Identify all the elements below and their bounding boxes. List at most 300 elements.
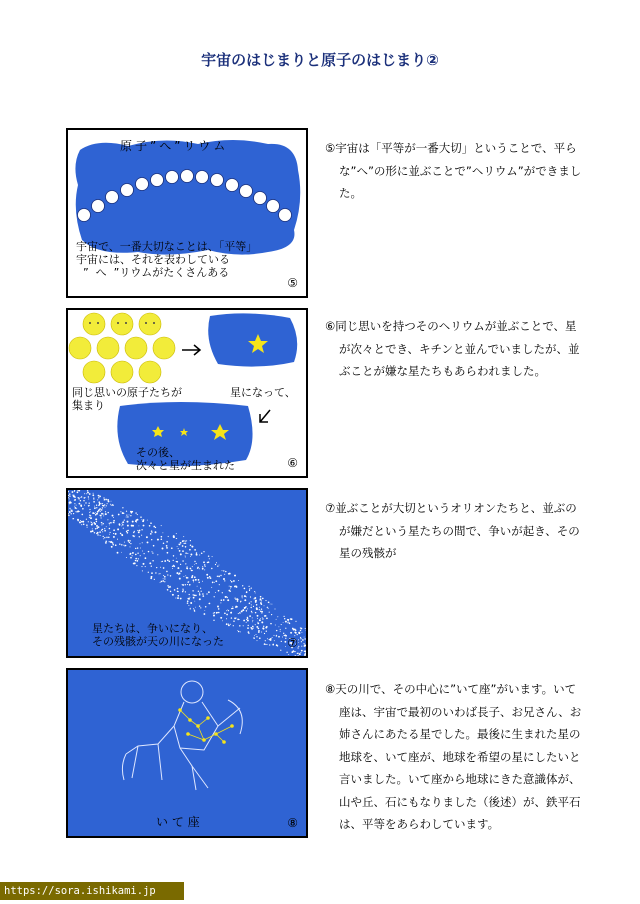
milky-way-speck: [106, 526, 107, 527]
milky-way-speck: [277, 616, 278, 617]
milky-way-speck: [260, 611, 262, 613]
panel-7-text: ⑦並ぶことが大切というオリオンたちと、並ぶのが嫌だという星たちの間で、争いが起き、その星の残骸が: [325, 501, 580, 560]
milky-way-speck: [187, 602, 189, 604]
milky-way-speck: [78, 520, 79, 521]
milky-way-speck: [256, 636, 257, 637]
milky-way-speck: [117, 539, 118, 540]
milky-way-speck: [88, 505, 90, 507]
milky-way-speck: [94, 523, 96, 525]
milky-way-speck: [100, 511, 101, 512]
milky-way-speck: [283, 633, 284, 634]
milky-way-speck: [249, 588, 250, 589]
milky-way-speck: [183, 576, 184, 577]
milky-way-speck: [301, 632, 302, 633]
milky-way-speck: [143, 563, 145, 565]
milky-way-speck: [141, 566, 142, 567]
milky-way-speck: [216, 612, 218, 614]
milky-way-speck: [153, 545, 155, 547]
milky-way-speck: [290, 632, 292, 634]
milky-way-speck: [115, 544, 117, 546]
milky-way-speck: [137, 514, 138, 515]
milky-way-speck: [251, 612, 252, 613]
milky-way-speck: [96, 507, 97, 508]
milky-way-speck: [274, 640, 275, 641]
milky-way-speck: [300, 638, 301, 639]
milky-way-speck: [213, 620, 214, 621]
milky-way-speck: [177, 591, 179, 593]
milky-way-speck: [201, 591, 202, 592]
milky-way-speck: [200, 588, 201, 589]
milky-way-speck: [169, 561, 171, 563]
milky-way-speck: [89, 493, 91, 495]
milky-way-speck: [187, 577, 188, 578]
milky-way-speck: [179, 578, 181, 580]
milky-way-speck: [135, 512, 136, 513]
milky-way-speck: [264, 605, 265, 606]
milky-way-speck: [117, 552, 119, 554]
milky-way-speck: [192, 590, 193, 591]
milky-way-speck: [82, 508, 84, 510]
milky-way-speck: [97, 499, 98, 500]
milky-way-speck: [202, 593, 204, 595]
panel-6-caption-bottom: その後、 次々と星が生まれた: [136, 446, 235, 472]
milky-way-speck: [107, 503, 108, 504]
milky-way-speck: [170, 575, 171, 576]
milky-way-speck: [98, 497, 99, 498]
milky-way-speck: [138, 558, 139, 559]
milky-way-speck: [94, 532, 95, 533]
milky-way-speck: [234, 586, 235, 587]
milky-way-speck: [178, 595, 180, 597]
milky-way-speck: [252, 617, 253, 618]
milky-way-speck: [87, 527, 88, 528]
milky-way-speck: [128, 540, 130, 542]
milky-way-speck: [229, 586, 230, 587]
milky-way-speck: [283, 622, 284, 623]
milky-way-speck: [258, 631, 260, 633]
milky-way-speck: [196, 554, 198, 556]
milky-way-speck: [284, 641, 286, 643]
milky-way-speck: [190, 608, 191, 609]
milky-way-speck: [102, 503, 103, 504]
milky-way-speck: [222, 592, 223, 593]
milky-way-speck: [304, 643, 305, 644]
milky-way-speck: [113, 520, 115, 522]
milky-way-speck: [88, 496, 89, 497]
panel-8-description: [325, 678, 587, 836]
panel-8-caption: い て 座: [156, 815, 200, 829]
milky-way-speck: [263, 626, 264, 627]
milky-way-speck: [108, 537, 109, 538]
milky-way-speck: [206, 574, 208, 576]
milky-way-speck: [193, 579, 195, 581]
milky-way-speck: [232, 606, 233, 607]
milky-way-speck: [250, 607, 251, 608]
milky-way-speck: [132, 555, 133, 556]
milky-way-speck: [299, 653, 301, 655]
milky-way-speck: [285, 646, 286, 647]
milky-way-speck: [246, 610, 247, 611]
milky-way-speck: [187, 553, 188, 554]
milky-way-speck: [123, 545, 124, 546]
milky-way-speck: [88, 499, 89, 500]
milky-way-speck: [220, 602, 221, 603]
milky-way-speck: [103, 513, 104, 514]
milky-way-speck: [93, 499, 94, 500]
milky-way-speck: [166, 541, 168, 543]
milky-way-speck: [190, 545, 192, 547]
milky-way-speck: [190, 554, 192, 556]
milky-way-speck: [257, 640, 258, 641]
milky-way-speck: [198, 582, 199, 583]
milky-way-speck: [195, 595, 197, 597]
milky-way-speck: [281, 641, 282, 642]
milky-way-speck: [275, 625, 276, 626]
milky-way-speck: [231, 581, 233, 583]
panel-5-caption-top: 原子”へ”リウム: [120, 139, 229, 153]
milky-way-speck: [135, 560, 136, 561]
milky-way-speck: [92, 530, 94, 532]
milky-way-speck: [95, 514, 97, 516]
milky-way-speck: [129, 542, 130, 543]
milky-way-speck: [143, 525, 145, 527]
milky-way-speck: [125, 545, 127, 547]
milky-way-speck: [159, 573, 160, 574]
milky-way-speck: [148, 572, 149, 573]
milky-way-speck: [150, 533, 152, 535]
milky-way-speck: [105, 507, 106, 508]
milky-way-speck: [83, 524, 85, 526]
milky-way-speck: [74, 491, 75, 492]
milky-way-speck: [137, 530, 138, 531]
milky-way-speck: [92, 528, 93, 529]
milky-way-speck: [235, 606, 237, 608]
milky-way-speck: [251, 628, 253, 630]
milky-way-speck: [261, 611, 262, 612]
milky-way-speck: [193, 581, 194, 582]
milky-way-speck: [238, 580, 239, 581]
milky-way-speck: [88, 521, 89, 522]
milky-way-speck: [71, 510, 73, 512]
milky-way-speck: [215, 564, 216, 565]
milky-way-speck: [217, 566, 218, 567]
milky-way-speck: [260, 618, 261, 619]
milky-way-speck: [166, 547, 168, 549]
milky-way-speck: [194, 610, 195, 611]
milky-way-speck: [93, 501, 95, 503]
milky-way-speck: [163, 578, 164, 579]
milky-way-speck: [131, 512, 132, 513]
milky-way-speck: [247, 620, 249, 622]
milky-way-speck: [225, 571, 226, 572]
milky-way-speck: [161, 539, 163, 541]
milky-way-speck: [259, 637, 261, 639]
milky-way-speck: [301, 641, 302, 642]
milky-way-speck: [242, 609, 244, 611]
milky-way-speck: [142, 551, 143, 552]
milky-way-speck: [184, 543, 185, 544]
milky-way-speck: [137, 552, 138, 553]
milky-way-speck: [213, 613, 214, 614]
milky-way-speck: [295, 655, 296, 656]
milky-way-speck: [182, 550, 184, 552]
milky-way-speck: [139, 536, 140, 537]
milky-way-speck: [173, 560, 174, 561]
milky-way-speck: [243, 625, 244, 626]
milky-way-speck: [104, 530, 106, 532]
milky-way-speck: [164, 576, 166, 578]
milky-way-speck: [230, 586, 232, 588]
milky-way-speck: [161, 561, 162, 562]
milky-way-speck: [199, 555, 200, 556]
milky-way-speck: [126, 515, 127, 516]
milky-way-speck: [104, 500, 105, 501]
milky-way-speck: [286, 652, 287, 653]
milky-way-speck: [127, 521, 129, 523]
milky-way-speck: [282, 637, 283, 638]
milky-way-speck: [110, 504, 111, 505]
milky-way-speck: [233, 620, 235, 622]
milky-way-speck: [130, 543, 131, 544]
milky-way-speck: [79, 503, 81, 505]
milky-way-speck: [102, 531, 103, 532]
milky-way-speck: [264, 633, 265, 634]
milky-way-speck: [216, 562, 217, 563]
milky-way-speck: [261, 612, 262, 613]
milky-way-speck: [256, 634, 257, 635]
milky-way-speck: [70, 509, 71, 510]
milky-way-speck: [294, 632, 296, 634]
milky-way-speck: [248, 586, 249, 587]
milky-way-speck: [265, 644, 266, 645]
milky-way-speck: [215, 592, 216, 593]
milky-way-speck: [174, 589, 176, 591]
milky-way-speck: [102, 529, 103, 530]
milky-way-speck: [195, 607, 196, 608]
milky-way-speck: [203, 561, 205, 563]
milky-way-speck: [104, 537, 105, 538]
milky-way-speck: [127, 516, 128, 517]
milky-way-speck: [300, 637, 301, 638]
milky-way-speck: [140, 543, 141, 544]
milky-way-speck: [261, 631, 262, 632]
milky-way-speck: [68, 497, 69, 498]
milky-way-speck: [168, 586, 170, 588]
milky-way-speck: [152, 552, 153, 553]
milky-way-speck: [157, 554, 158, 555]
milky-way-speck: [194, 595, 196, 597]
milky-way-speck: [253, 628, 254, 629]
milky-way-speck: [212, 582, 213, 583]
milky-way-speck: [257, 618, 258, 619]
milky-way-speck: [237, 599, 239, 601]
milky-way-speck: [192, 566, 193, 567]
milky-way-speck: [182, 540, 184, 542]
milky-way-speck: [302, 639, 304, 641]
milky-way-speck: [135, 536, 136, 537]
milky-way-speck: [130, 546, 131, 547]
milky-way-speck: [249, 590, 250, 591]
milky-way-speck: [215, 580, 217, 582]
milky-way-speck: [173, 565, 175, 567]
panel-number: ⑥: [287, 456, 298, 470]
milky-way-speck: [230, 588, 231, 589]
milky-way-speck: [257, 623, 259, 625]
milky-way-speck: [189, 594, 190, 595]
milky-way-speck: [172, 566, 173, 567]
milky-way-speck: [167, 589, 169, 591]
milky-way-speck: [161, 525, 162, 526]
milky-way-speck: [107, 519, 108, 520]
milky-way-speck: [98, 495, 100, 497]
milky-way-speck: [163, 567, 165, 569]
milky-way-speck: [226, 618, 227, 619]
milky-way-speck: [149, 562, 151, 564]
milky-way-speck: [304, 645, 306, 647]
milky-way-speck: [304, 637, 305, 638]
milky-way-speck: [180, 598, 181, 599]
panel-number: ⑧: [287, 816, 298, 830]
milky-way-speck: [92, 494, 94, 496]
milky-way-speck: [155, 572, 156, 573]
milky-way-speck: [233, 625, 234, 626]
milky-way-speck: [120, 533, 122, 535]
milky-way-speck: [80, 520, 81, 521]
milky-way-speck: [247, 608, 248, 609]
milky-way-speck: [93, 493, 94, 494]
milky-way-speck: [87, 492, 89, 494]
milky-way-speck: [69, 508, 70, 509]
milky-way-speck: [210, 577, 212, 579]
milky-way-speck: [95, 528, 96, 529]
milky-way-speck: [185, 563, 186, 564]
milky-way-speck: [262, 618, 263, 619]
milky-way-speck: [148, 551, 149, 552]
milky-way-speck: [193, 597, 195, 599]
milky-way-speck: [155, 527, 156, 528]
milky-way-speck: [94, 506, 95, 507]
milky-way-speck: [202, 566, 203, 567]
milky-way-speck: [298, 632, 300, 634]
milky-way-speck: [246, 622, 247, 623]
milky-way-speck: [230, 624, 231, 625]
panel-6: [66, 308, 308, 478]
milky-way-speck: [103, 515, 104, 516]
milky-way-speck: [284, 635, 285, 636]
milky-way-speck: [255, 624, 256, 625]
milky-way-speck: [68, 491, 69, 493]
milky-way-speck: [108, 500, 110, 502]
milky-way-speck: [109, 524, 110, 525]
milky-way-speck: [243, 620, 245, 622]
milky-way-speck: [273, 635, 274, 636]
milky-way-speck: [81, 496, 82, 497]
milky-way-speck: [80, 504, 82, 506]
milky-way-speck: [222, 570, 223, 571]
milky-way-speck: [233, 580, 235, 582]
milky-way-speck: [121, 523, 122, 524]
milky-way-speck: [277, 645, 278, 646]
milky-way-speck: [203, 613, 205, 615]
milky-way-speck: [87, 490, 88, 491]
milky-way-speck: [124, 519, 125, 520]
milky-way-speck: [238, 631, 239, 632]
site-url-footer[interactable]: https://sora.ishikami.jp: [0, 882, 184, 900]
milky-way-speck: [213, 615, 215, 617]
milky-way-speck: [86, 519, 87, 520]
milky-way-speck: [98, 501, 100, 503]
milky-way-speck: [102, 507, 103, 508]
milky-way-speck: [69, 511, 71, 513]
milky-way-speck: [185, 552, 187, 554]
milky-way-speck: [150, 522, 152, 524]
milky-way-speck: [103, 538, 104, 539]
milky-way-speck: [166, 545, 168, 547]
milky-way-speck: [151, 566, 152, 567]
milky-way-speck: [176, 572, 178, 574]
milky-way-speck: [78, 498, 80, 500]
milky-way-speck: [156, 567, 157, 568]
panel-7-description: [325, 497, 587, 565]
milky-way-speck: [160, 582, 161, 583]
milky-way-speck: [278, 626, 279, 627]
milky-way-speck: [177, 588, 179, 590]
milky-way-speck: [101, 517, 102, 518]
milky-way-speck: [280, 650, 281, 651]
milky-way-speck: [69, 493, 71, 495]
milky-way-speck: [252, 620, 253, 621]
milky-way-speck: [74, 506, 75, 507]
milky-way-speck: [251, 587, 252, 588]
milky-way-speck: [133, 532, 134, 533]
milky-way-speck: [90, 511, 91, 512]
milky-way-speck: [94, 507, 96, 509]
milky-way-speck: [180, 542, 182, 544]
milky-way-speck: [260, 602, 262, 604]
milky-way-speck: [127, 532, 129, 534]
milky-way-speck: [300, 652, 301, 653]
milky-way-speck: [173, 555, 174, 556]
milky-way-speck: [164, 581, 165, 582]
milky-way-speck: [86, 493, 87, 494]
milky-way-speck: [246, 619, 247, 620]
milky-way-speck: [96, 521, 98, 523]
milky-way-speck: [220, 617, 222, 619]
milky-way-speck: [293, 650, 295, 652]
milky-way-speck: [175, 598, 176, 599]
milky-way-speck: [111, 546, 113, 548]
milky-way-speck: [97, 532, 99, 534]
milky-way-speck: [193, 594, 194, 595]
milky-way-speck: [298, 639, 299, 640]
milky-way-speck: [267, 607, 268, 608]
milky-way-speck: [209, 558, 210, 559]
milky-way-speck: [162, 561, 163, 562]
milky-way-speck: [76, 508, 77, 509]
milky-way-speck: [190, 556, 191, 557]
milky-way-speck: [239, 619, 240, 620]
milky-way-speck: [179, 544, 181, 546]
milky-way-speck: [99, 496, 101, 498]
milky-way-speck: [100, 535, 101, 536]
milky-way-speck: [240, 631, 241, 632]
milky-way-speck: [92, 523, 93, 524]
milky-way-speck: [226, 597, 227, 598]
milky-way-speck: [136, 560, 138, 562]
milky-way-speck: [194, 549, 196, 551]
milky-way-speck: [104, 528, 105, 529]
milky-way-speck: [248, 631, 250, 633]
